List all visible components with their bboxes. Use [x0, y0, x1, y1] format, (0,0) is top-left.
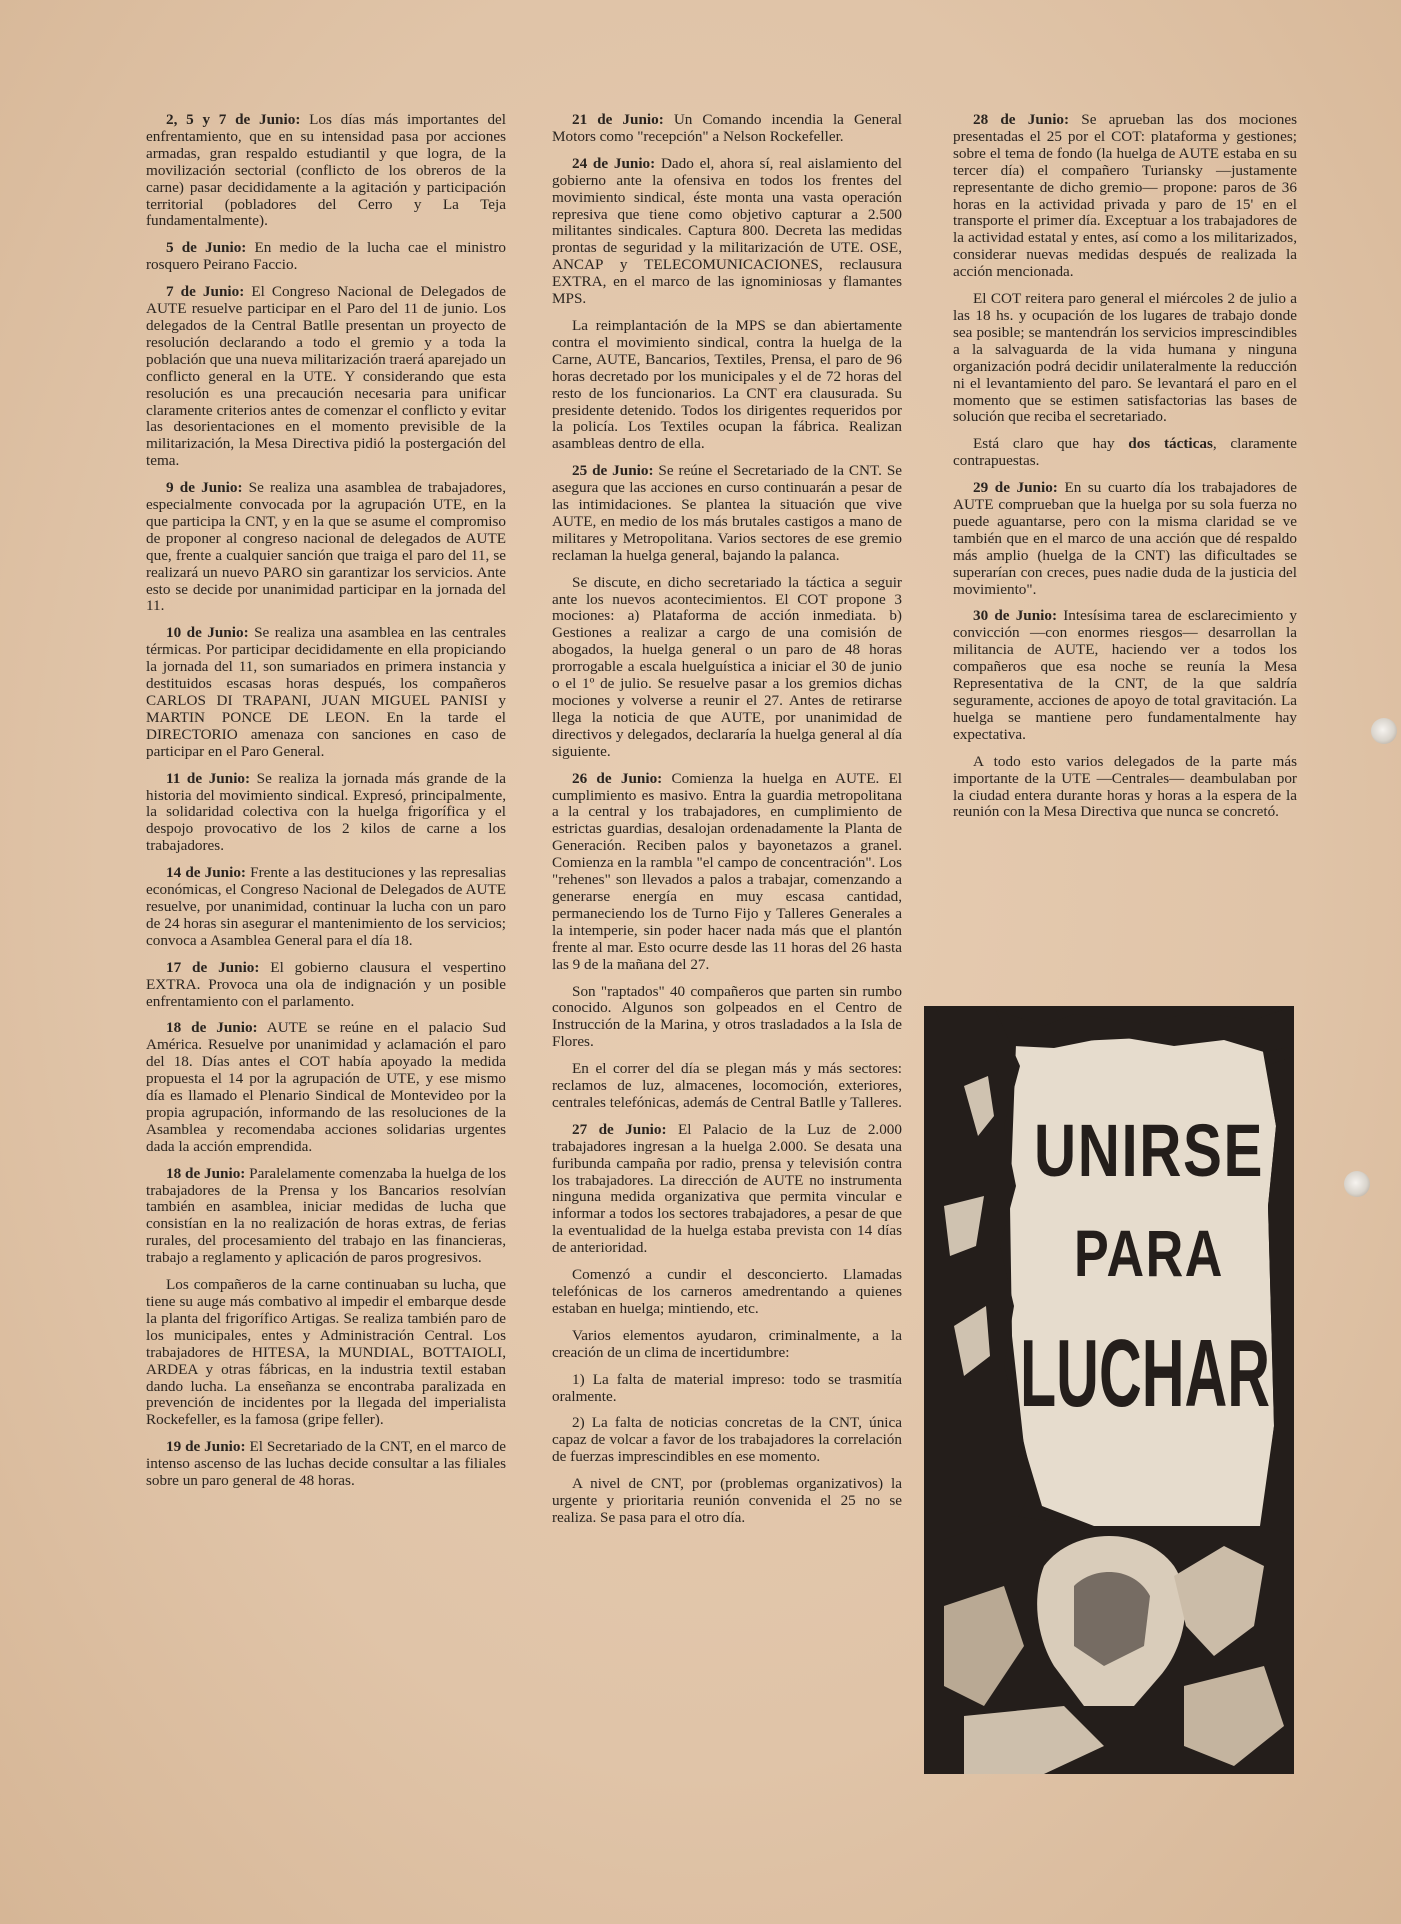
entry-date: 18 de Junio:	[166, 1164, 246, 1182]
paragraph	[552, 318, 902, 453]
entry-text: El Palacio de la Luz de 2.000 trabajadores ingresan a la huelga 2.000. Se desata una furibunda campaña por radio, prensa y televisión contra los trabajadores. La dirección de AUTE no instrumenta ninguna medida organizativa que permita vincular e informar a todos los sectores trabajadores, a pesar de que la eventualidad de la huelga estaba prevista con 14 días de anterioridad.	[552, 1120, 902, 1257]
entry-date: 21 de Junio:	[572, 111, 664, 128]
paragraph	[146, 112, 506, 230]
entry-text: Comienza la huelga en AUTE. El cumplimiento es masivo. Entra la guardia metropolitana a la central y los trabajadores, en cumplimiento de estrictas guardias, desalojan ordenadamente la Planta de Generación. Reciben palos y bayonetazos a granel. Comienza en la rambla "el campo de concentración". Los "rehenes" son llevados a palos a trabajar, comenzando a generarse energía en muy escasa cantidad, permaneciendo los de Turno Fijo y Talleres Generales a la intemperie, sin poder hacer nada más que el plantón frente al mar. Esto ocurre desde las 11 horas del 26 hasta las 9 de la mañana del 27.	[552, 769, 903, 973]
entry-date: 5 de Junio:	[166, 239, 247, 257]
poster-word-1: UNIRSE	[1034, 1109, 1264, 1192]
entry-text: Se aprueban las dos mociones presentadas el 25 por el COT: plataforma y gestiones; sobre el tema de fondo (la huelga de AUTE estaba en su tercer día) el compañero Turiansky —justamente representante de dicho gremio— propone: paros de 36 horas en la actividad privada y paro de 15' en el transporte el primer día. Exceptuar a los trabajadores de la actividad estatal y entes, así como a los militarizados, considerar nuevas medidas después de realizada la acción mencionada.	[953, 111, 1297, 281]
paragraph	[552, 1122, 902, 1257]
entry-text: Se discute, en dicho secretariado la táctica a seguir ante los nuevos acontecimientos. El COT propone 3 mociones: a) Plataforma de acción inmediata. b) Gestiones a realizar a cargo de una comisión de abogados, la huelga general o un paro de 48 horas prorrogable a escala huelguística a iniciar el 30 de junio o el 1º de julio. Se resuelve pasar a los gremios dichas mociones y volverse a reunir el 27. Antes de retirarse llega la noticia de que AUTE, por unanimidad de directivos y delegados, declararía la huelga general al día siguiente.	[552, 573, 902, 760]
entry-text: Dado el, ahora sí, real aislamiento del gobierno ante la ofensiva en todos los frentes del movimiento sindical, éste monta una vasta operación represiva que tiene como objetivo capturar a 2.500 militantes sindicales. Captura 800. Decreta las medidas prontas de seguridad y la militarización de UTE. OSE, ANCAP y TELECOMUNICACIONES, reclausura EXTRA, en el marco de las ignominiosas y flamantes MPS.	[552, 154, 903, 308]
paragraph	[953, 112, 1297, 281]
paragraph	[146, 1439, 506, 1490]
emphasis: dos tácticas	[1128, 435, 1213, 453]
entry-text: Varios elementos ayudaron, criminalmente, a la creación de un clima de incertidumbre:	[552, 1326, 902, 1361]
entry-text: Se realiza una asamblea de trabajadores, especialmente convocada por la agrupación UTE, en la que participa la CNT, y en la que se asume el compromiso de proponer al congreso nacional de delegados de AUTE que, frente a cualquier sanción que traiga el paro del 11, se realizará un nuevo PARO sin garantizar los servicios. Ante esto se decide por unanimidad participar en la jornada del 11.	[146, 479, 506, 615]
paragraph	[146, 865, 506, 950]
entry-date: 14 de Junio:	[166, 864, 246, 882]
paragraph	[552, 1061, 902, 1112]
entry-text: A nivel de CNT, por (problemas organizativos) la urgente y prioritaria reunión convenida el 25 no se realiza. Se pasa para el otro día.	[552, 1475, 902, 1526]
paragraph	[552, 1372, 902, 1406]
paragraph	[552, 575, 902, 761]
entry-text: Intesísima tarea de esclarecimiento y convicción —con enormes riesgos— desarrollan la militancia de AUTE, haciendo ver a todos los compañeros que esa noche se reunía la Mesa Representativa de la CNT, de la que saldría seguramente, acciones de apoyo de total gravitación. La huelga se mantiene pero fundamentalmente hay expectativa.	[953, 607, 1298, 743]
paragraph	[953, 754, 1297, 822]
paragraph	[146, 480, 506, 615]
text-column-1	[146, 112, 506, 1500]
poster-word-3: LUCHAR	[1020, 1320, 1270, 1427]
entry-date: 25 de Junio:	[572, 462, 654, 480]
paragraph	[552, 156, 902, 308]
entry-date: 19 de Junio:	[166, 1438, 246, 1456]
entry-text: AUTE se reúne en el palacio Sud América. Resuelve por unanimidad y aclamación el paro del 18. Días antes el COT había apoyado la medida propuesta el 14 por la agrupación de UTE, y ese mismo día es llamado el Plenario Sindical de Montevideo por la propia agrupación, informando de las resoluciones de la Asamblea y recomendaba acciones solidarias urgentes dada la acción emprendida.	[146, 1019, 507, 1155]
paragraph	[146, 625, 506, 760]
entry-text: 2) La falta de noticias concretas de la CNT, única capaz de volcar a favor de los trabajadores la correlación de fuerzas imprescindibles en ese momento.	[552, 1414, 902, 1466]
entry-date: 27 de Junio:	[572, 1120, 667, 1138]
entry-text: 1) La falta de material impreso: todo se trasmitía oralmente.	[552, 1370, 902, 1405]
entry-text: Frente a las destituciones y las represalias económicas, el Congreso Nacional de Delegados de AUTE resuelve, por unanimidad, continuar la lucha con un paro de 24 horas sin asegurar el mantenimiento de los servicios; convoca a Asamblea General para el día 18.	[146, 864, 507, 949]
paragraph	[552, 771, 902, 974]
entry-text: Se realiza la jornada más grande de la historia del movimiento sindical. Expresó, principalmente, la solidaridad colectiva con la huelga frigorífica y el despojo provocativo de los 2 kilos de carne a los trabajadores.	[146, 769, 506, 855]
binder-hole-top	[1371, 718, 1397, 744]
paragraph	[146, 771, 506, 856]
poster-word-2: PARA	[1074, 1216, 1224, 1290]
woodcut-poster	[924, 1006, 1294, 1774]
paragraph	[146, 284, 506, 470]
text-column-3	[953, 112, 1297, 831]
entry-text: El COT reitera paro general el miércoles 2 de julio a las 18 hs. y ocupación de los lugares de trabajo donde sea posible; se mantendrán los servicios imprescindibles a la salvaguarda de la vida humana y ninguna organización podrá decidir unilateralmente la reducción ni el levantamiento del paro. Se levantará el paro en el momento que se estimen satisfactorias las bases de solución que reciba el secretariado.	[953, 290, 1297, 426]
entry-date: 11 de Junio:	[166, 769, 251, 787]
entry-date: 26 de Junio:	[572, 769, 663, 787]
entry-date: 17 de Junio:	[166, 958, 260, 976]
entry-text: Comenzó a cundir el desconcierto. Llamadas telefónicas de los carneros amedrentando a quienes estaban en huelga; mintiendo, etc.	[552, 1266, 902, 1317]
entry-text: Los compañeros de la carne continuaban su lucha, que tiene su auge más combativo al impedir el embarque desde la planta del frigorífico Artigas. Se realiza también paro de los municipales, entes y Administración Central. Los trabajadores de HITESA, la MUNDIAL, BOTTAIOLI, ARDEA y otras fábricas, en la industria textil estaban dando lucha. La enseñanza se encontraba paralizada en prevención de incidentes por la llegada del imperialista Rockefeller, es la famosa (gripe feller).	[146, 1276, 506, 1429]
paragraph	[552, 1415, 902, 1466]
paragraph	[146, 240, 506, 274]
entry-text: Los días más importantes del enfrentamiento, que en su intensidad pasa por acciones armadas, gran respaldo estudiantil y que logra, de la movilización sectorial (conflicto de los obreros de la carne) pasar decididamente a la agitación y participación territorial (pobladores del Cerro y La Teja fundamentalmente).	[146, 111, 506, 230]
paragraph	[552, 112, 902, 146]
entry-text: A todo esto varios delegados de la parte más importante de la UTE —Centrales— deambulaban por la ciudad entera durante horas y horas a la espera de la reunión con la Mesa Directiva que nunca se concretó.	[953, 752, 1297, 821]
entry-text: En su cuarto día los trabajadores de AUTE comprueban que la huelga por su sola fuerza no puede aguantarse, pero con la misma claridad se ve también que en el marco de una acción que dé respaldo más amplio (huelga de la CNT) las dificultades se superarían con creces, pues nadie duda de la justicia del movimiento".	[953, 479, 1297, 598]
paragraph	[953, 436, 1297, 470]
entry-date: 10 de Junio:	[166, 624, 249, 642]
entry-text: Son "raptados" 40 compañeros que parten sin rumbo conocido. Algunos son golpeados en el Centro de Instrucción de la Marina, y otros trasladados a la Isla de Flores.	[552, 982, 902, 1051]
entry-date: 29 de Junio:	[973, 479, 1058, 497]
entry-text: En el correr del día se plegan más y más sectores: reclamos de luz, almacenes, locomoción, exteriores, centrales telefónicas, además de Central Batlle y Talleres.	[552, 1060, 902, 1111]
entry-text: Está claro que hay	[973, 435, 1129, 453]
entry-date: 24 de Junio:	[572, 154, 656, 172]
paragraph	[953, 480, 1297, 598]
paragraph	[146, 1020, 506, 1155]
entry-date: 7 de Junio:	[166, 283, 245, 301]
text-column-2	[552, 112, 902, 1537]
paragraph	[552, 984, 902, 1052]
entry-text: En medio de la lucha cae el ministro rosquero Peirano Faccio.	[146, 239, 507, 274]
entry-date: 2, 5 y 7 de Junio:	[166, 111, 301, 128]
binder-hole-bottom	[1344, 1171, 1370, 1197]
paragraph	[552, 463, 902, 564]
paragraph	[552, 1328, 902, 1362]
paragraph	[953, 608, 1297, 743]
entry-text: Un Comando incendia la General Motors como "recepción" a Nelson Rockefeller.	[552, 111, 903, 145]
entry-text: , claramente contrapuestas.	[953, 435, 1297, 470]
entry-text: La reimplantación de la MPS se dan abiertamente contra el movimiento sindical, contra la huelga de la Carne, AUTE, Bancarios, Textiles, Prensa, el paro de 96 horas decretado por los municipales y el de 72 horas del resto de los funcionarios. La CNT era clausurada. Su presidente detenido. Todos los dirigentes requeridos por la policía. Los Textiles ocupan la fábrica. Realizan asambleas dentro de ella.	[552, 316, 902, 453]
paragraph	[552, 1476, 902, 1527]
entry-date: 18 de Junio:	[166, 1019, 258, 1037]
entry-text: Paralelamente comenzaba la huelga de los trabajadores de la Prensa y los Bancarios resolvían también en asamblea, iniciar medidas de lucha que consistían en la no realización de horas extras, de ferias rurales, del procesamiento del trabajo en las financieras, trabajo a reglamento y aplicación de paros progresivos.	[146, 1164, 506, 1267]
paragraph	[146, 1277, 506, 1429]
entry-date: 9 de Junio:	[166, 479, 243, 497]
paragraph	[146, 1166, 506, 1267]
paragraph	[953, 291, 1297, 426]
poster-artwork	[924, 1006, 1294, 1774]
paragraph	[552, 1267, 902, 1318]
paragraph	[146, 960, 506, 1011]
entry-text: El Secretariado de la CNT, en el marco de intenso ascenso de las luchas decide consultar a las filiales sobre un paro general de 48 horas.	[146, 1438, 506, 1490]
entry-text: El gobierno clausura el vespertino EXTRA. Provoca una ola de indignación y un posible enfrentamiento con el parlamento.	[146, 958, 506, 1010]
entry-date: 28 de Junio:	[973, 111, 1070, 128]
entry-date: 30 de Junio:	[973, 607, 1058, 625]
entry-text: Se realiza una asamblea en las centrales térmicas. Por participar decididamente en ella propiciando la jornada del 11, son sumariados en primera instancia y destituidos escasas horas después, los compañeros CARLOS DI TRAPANI, JUAN MIGUEL PANISI y MARTIN PONCE DE LEON. En la tarde el DIRECTORIO amenaza con sanciones en caso de participar en el Paro General.	[146, 624, 507, 760]
entry-text: Se reúne el Secretariado de la CNT. Se asegura que las acciones en curso continuarán a pesar de las intimidaciones. Se plantea la situación que vive AUTE, en medio de los más brutales castigos a mano de militares y Metropolitana. Varios sectores de ese gremio reclaman la huelga general, bajando la palanca.	[552, 462, 903, 564]
entry-text: El Congreso Nacional de Delegados de AUTE resuelve participar en el Paro del 11 de junio. Los delegados de la Central Batlle presentan un proyecto de resolución declarando a todo el gremio y a toda la población que una nueva militarización traerá aparejado un conflicto general en la UTE. Y considerando que esta resolución es una precaución necesaria para unificar claramente criterios antes de comenzar el conflicto y evitar las desorientaciones en el momento previsible de la militarización, la Mesa Directiva pidió la postergación del tema.	[146, 283, 506, 470]
